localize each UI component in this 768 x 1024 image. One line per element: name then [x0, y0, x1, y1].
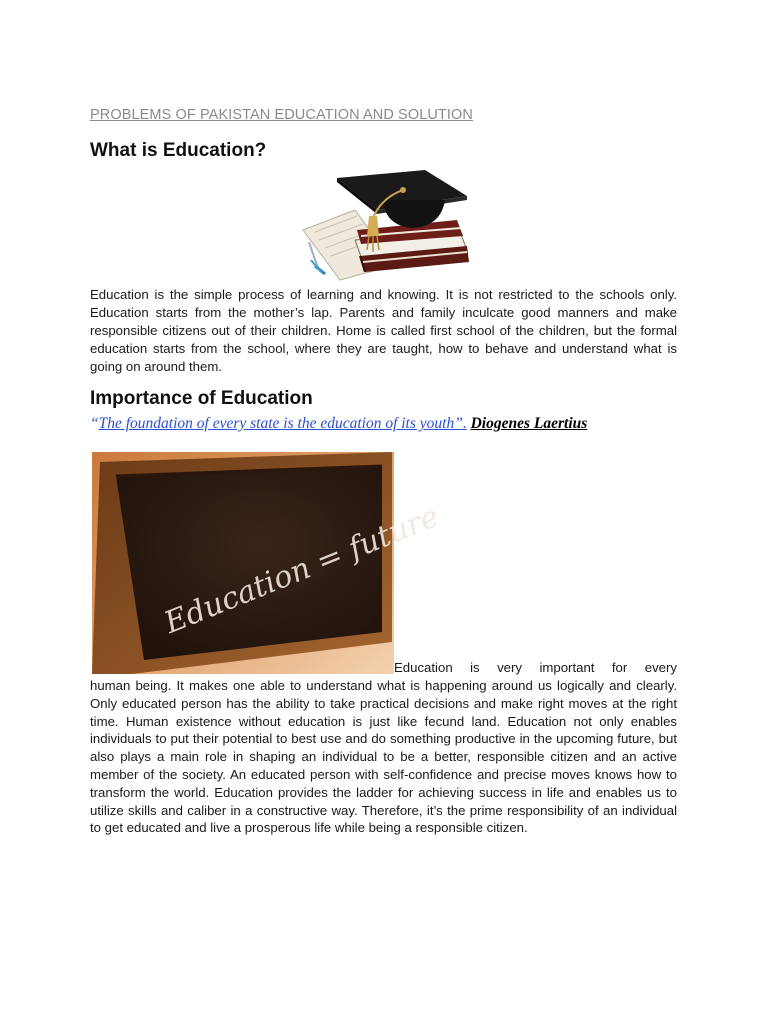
board-chalk-text: Education = future: [159, 499, 444, 641]
quote: [90, 412, 677, 436]
lead-line: Education is very important for every: [394, 660, 677, 675]
section-heading-what-is-education: What is Education?: [90, 140, 267, 161]
chalkboard-image: [92, 452, 444, 674]
paragraph-importance-body: human being. It makes one able to understand what is happening around us logically and clearly. Only educated person has the ability to take practical decisions and make right moves at the right time. Human existence without education is just like fecund land. Education not only enables individuals to put their potential to best use and do something productive in the upcoming future, but also plays a main role in shaping an individual to be a better, responsible citizen and an active member of the society. An educated person with self-confidence and precise moves knows how to transform the world. Education provides the ladder for achieving success in life and enables us to utilize skills and caliber in a constructive way. Therefore, it’s the prime responsibility of an individual to get educated and live a prosperous life while being a responsible citizen.: [90, 678, 677, 836]
quote-link[interactable]: The foundation of every state is the education of its youth”.: [98, 415, 467, 432]
document-page: [90, 104, 677, 674]
document-title: PROBLEMS OF PAKISTAN EDUCATION AND SOLUTION: [90, 107, 473, 123]
lead-wrap: [394, 659, 677, 677]
quote-author: Diogenes Laertius: [470, 415, 588, 432]
quote-open-mark: “: [90, 415, 99, 432]
importance-block: [90, 452, 677, 674]
graduation-cap-icon: [285, 170, 475, 280]
section-heading-importance: Importance of Education: [90, 388, 313, 409]
paragraph-what-is-education: Education is the simple process of learning and knowing. It is not restricted to the schools only. Education starts from the mother’s lap. Parents and family inculcate good manners and make responsible citizens out of their children. Home is called first school of the children, but the formal education starts from the school, where they are taught, how to behave and understand what is going on around them.: [90, 287, 677, 374]
